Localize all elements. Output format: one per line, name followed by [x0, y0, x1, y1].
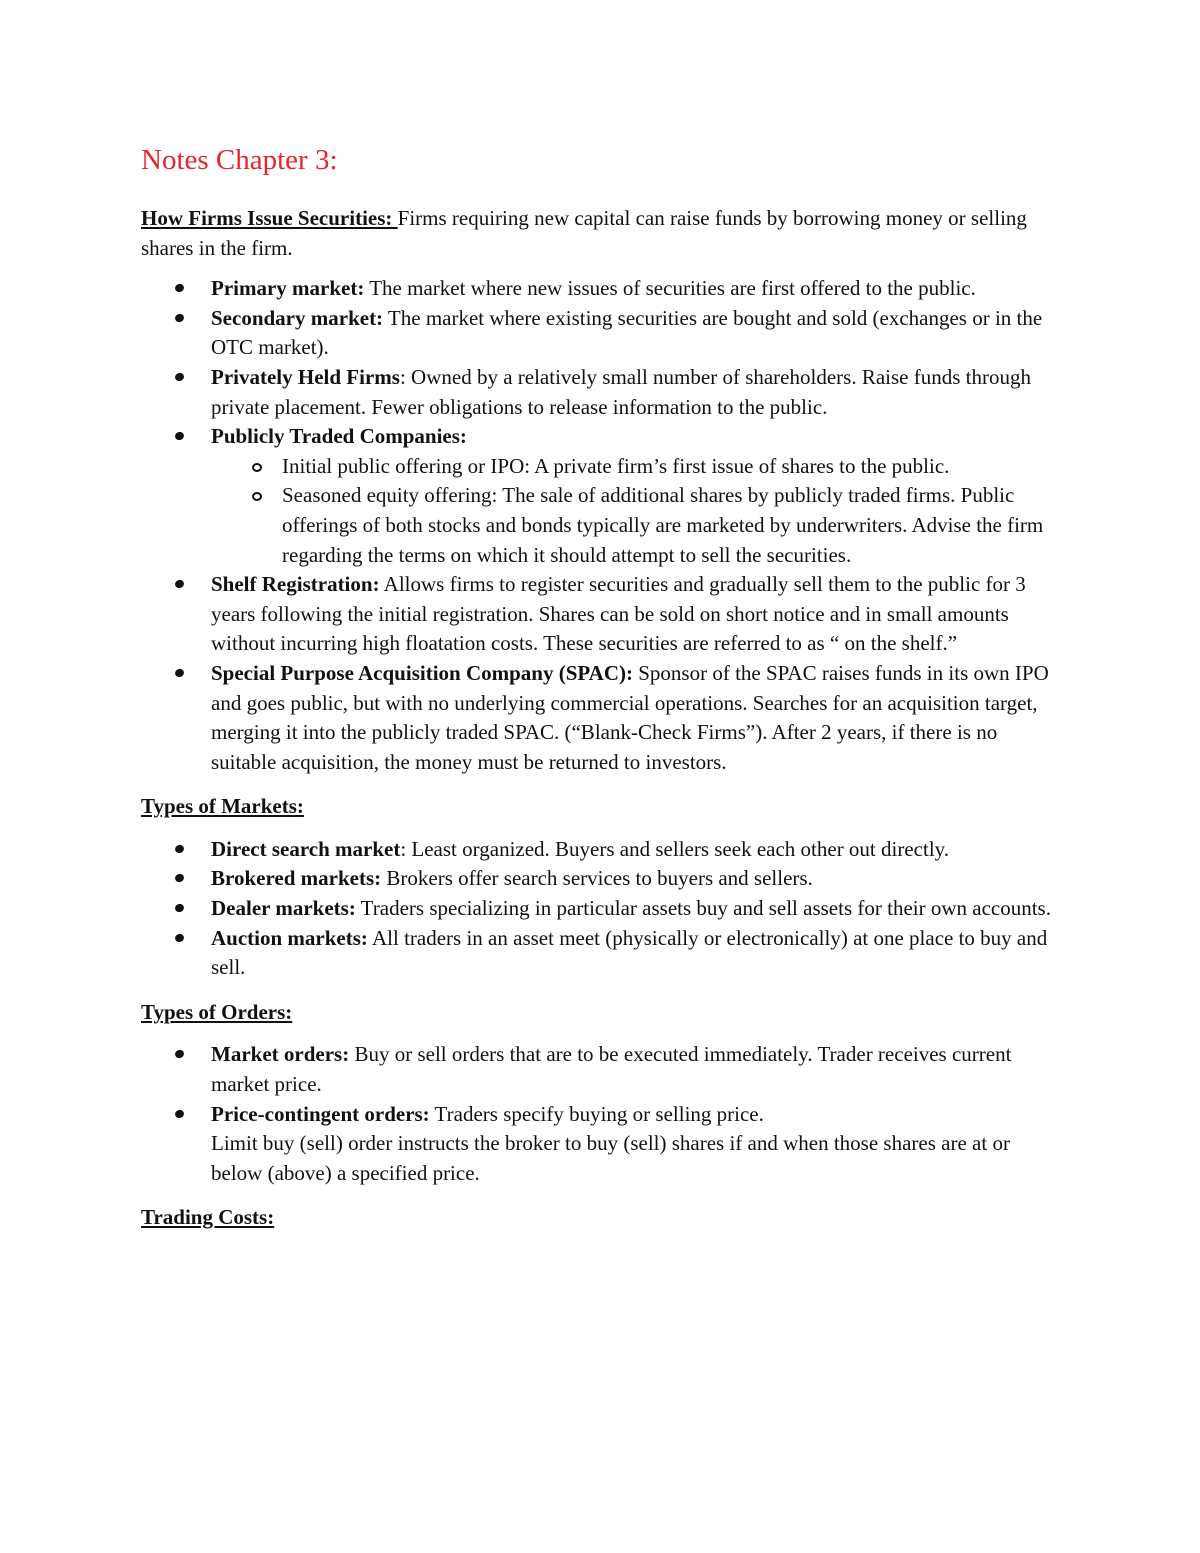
trading-costs-heading: Trading Costs:	[141, 1205, 275, 1230]
item-term: Secondary market:	[211, 305, 384, 330]
page-title: Notes Chapter 3:	[141, 144, 338, 176]
bullet-icon	[174, 932, 185, 943]
list-item	[141, 304, 1066, 363]
item-text: Brokers offer search services to buyers and sellers.	[381, 866, 813, 891]
list-item	[141, 363, 1066, 422]
document-page	[141, 140, 1066, 1246]
bullet-icon	[174, 283, 185, 294]
bullet-icon	[174, 372, 185, 383]
bullet-icon	[174, 903, 185, 914]
bullet-icon	[174, 431, 185, 442]
item-text: : Owned by a relatively small number of shareholders. Raise funds through private placement. Fewer obligations to release information to the public.	[211, 364, 1031, 419]
list-item	[141, 1040, 1066, 1099]
list-item	[141, 274, 1066, 304]
list-item	[141, 894, 1066, 924]
item-text: The market where new issues of securities are first offered to the public.	[364, 276, 976, 301]
item-text: Buy or sell orders that are to be executed immediately. Trader receives current market price.	[211, 1042, 1012, 1097]
orders-heading: Types of Orders:	[141, 999, 293, 1024]
item-term: Shelf Registration:	[211, 572, 380, 597]
bullet-icon	[174, 668, 185, 679]
intro-text: Firms requiring new capital can raise funds by borrowing money or selling shares in the firm.	[141, 206, 1027, 260]
sub-list-item	[211, 481, 1066, 570]
item-text: The market where existing securities are bought and sold (exchanges or in the OTC market).	[211, 305, 1043, 360]
item-term: Publicly Traded Companies:	[211, 424, 467, 449]
sub-item-text: Initial public offering or IPO: A private firm’s first issue of shares to the public.	[282, 453, 950, 478]
bullet-icon	[174, 312, 185, 323]
item-text: All traders in an asset meet (physically or electronically) at one place to buy and sell.	[211, 925, 1048, 980]
item-term: Direct search market	[211, 836, 401, 861]
hollow-bullet-icon	[252, 463, 262, 472]
item-term: Primary market:	[211, 276, 365, 301]
list-item	[141, 835, 1066, 865]
item-term: Privately Held Firms	[211, 364, 400, 389]
list-item	[141, 570, 1066, 659]
item-term: Brokered markets:	[211, 866, 382, 891]
markets-list	[141, 835, 1066, 983]
bullet-icon	[174, 873, 185, 884]
list-item	[141, 924, 1066, 983]
item-text: Traders specify buying or selling price.	[429, 1101, 764, 1126]
orders-list	[141, 1040, 1066, 1188]
bullet-icon	[174, 579, 185, 590]
item-term: Special Purpose Acquisition Company (SPAC):	[211, 660, 633, 685]
markets-heading: Types of Markets:	[141, 794, 304, 819]
public-offerings-sublist	[211, 452, 1066, 570]
bullet-icon	[174, 1049, 185, 1060]
item-term: Dealer markets:	[211, 896, 356, 921]
item-term: Auction markets:	[211, 925, 368, 950]
sub-list-item	[211, 452, 1066, 482]
list-item	[141, 659, 1066, 777]
intro-heading: How Firms Issue Securities:	[141, 206, 398, 230]
intro-paragraph	[141, 204, 1066, 263]
hollow-bullet-icon	[252, 492, 262, 501]
bullet-icon	[174, 844, 185, 855]
item-term: Price-contingent orders:	[211, 1101, 430, 1126]
item-continuation: Limit buy (sell) order instructs the broker to buy (sell) shares if and when those shares are at or below (above) a specified price.	[211, 1131, 1010, 1185]
item-term: Market orders:	[211, 1042, 350, 1067]
bullet-icon	[174, 1108, 185, 1119]
issue-securities-list	[141, 274, 1066, 777]
item-text: Traders specializing in particular assets buy and sell assets for their own accounts.	[355, 896, 1051, 921]
list-item	[141, 864, 1066, 894]
item-text: Allows firms to register securities and gradually sell them to the public for 3 years following the initial registration. Shares can be sold on short notice and in small amounts without incurring high floatation costs. These securities are referred to as “ on the shelf.”	[211, 572, 1026, 656]
list-item	[141, 1100, 1066, 1189]
list-item	[141, 422, 1066, 570]
item-text: Sponsor of the SPAC raises funds in its own IPO and goes public, but with no underlying commercial operations. Searches for an acquisition target, merging it into the publicly traded SPAC. (“Blank-Check Firms”). After 2 years, if there is no suitable acquisition, the money must be returned to investors.	[211, 660, 1049, 774]
sub-item-text: Seasoned equity offering: The sale of additional shares by publicly traded firms. Public offerings of both stocks and bonds typically are marketed by underwriters. Advise the firm regarding the terms on which it should attempt to sell the securities.	[282, 483, 1044, 567]
item-text: : Least organized. Buyers and sellers seek each other out directly.	[400, 836, 950, 861]
